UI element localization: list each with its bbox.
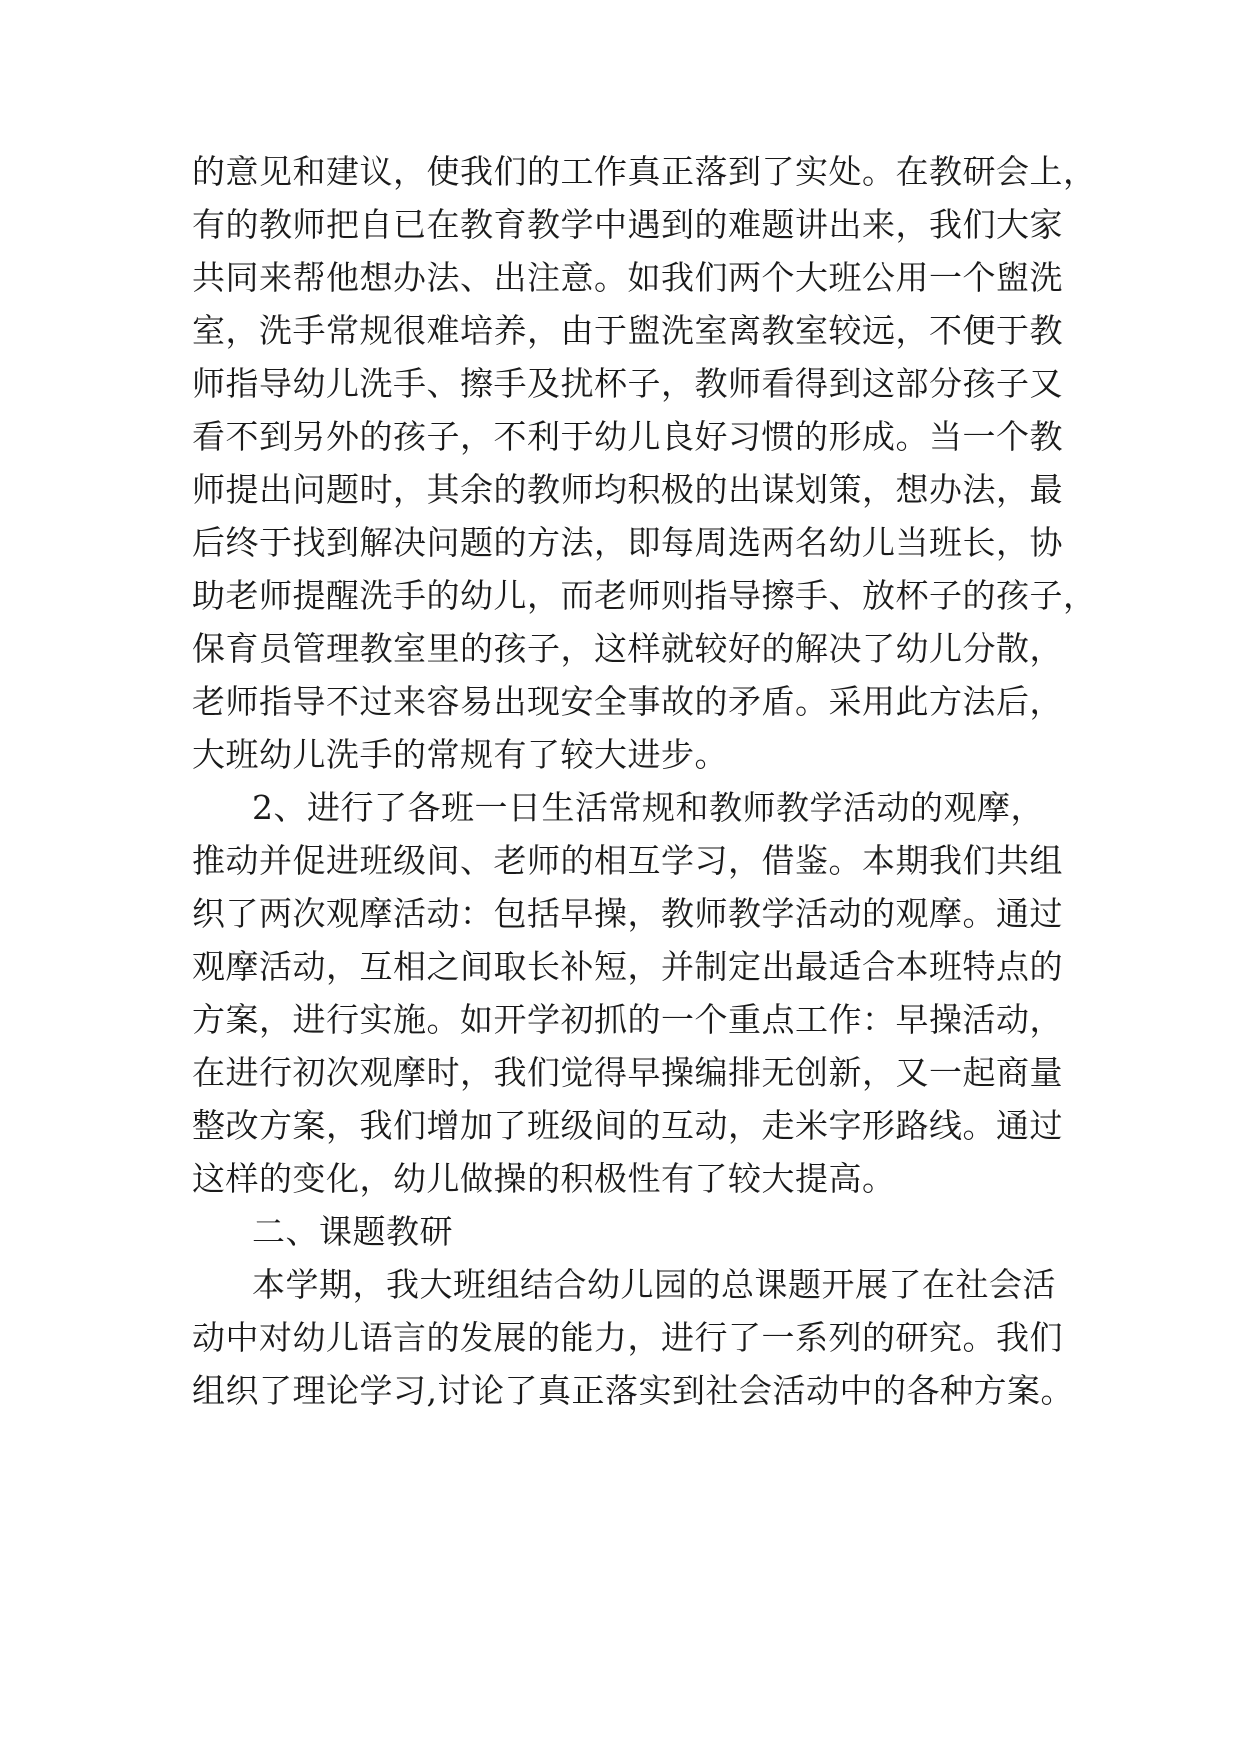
paragraph-start-line: 本学期，我大班组结合幼儿园的总课题开展了在社会活 <box>252 1265 1056 1304</box>
text-line: 老师指导不过来容易出现安全事故的矛盾。采用此方法后， <box>192 682 1063 721</box>
text-line: 保育员管理教室里的孩子，这样就较好的解决了幼儿分散， <box>192 629 1063 668</box>
text-line: 助老师提醒洗手的幼儿，而老师则指导擦手、放杯子的孩子， <box>192 576 1097 615</box>
text-line: 室，洗手常规很难培养，由于盥洗室离教室较远，不便于教 <box>192 311 1063 350</box>
text-line: 方案，进行实施。如开学初抓的一个重点工作：早操活动， <box>192 1000 1063 1039</box>
text-line: 师指导幼儿洗手、擦手及扰杯子，教师看得到这部分孩子又 <box>192 364 1063 403</box>
text-line: 共同来帮他想办法、出注意。如我们两个大班公用一个盥洗 <box>192 258 1063 297</box>
text-line: 整改方案，我们增加了班级间的互动，走米字形路线。通过 <box>192 1106 1063 1145</box>
text-line: 观摩活动，互相之间取长补短，并制定出最适合本班特点的 <box>192 947 1063 986</box>
text-line: 大班幼儿洗手的常规有了较大进步。 <box>192 735 728 774</box>
text-line: 看不到另外的孩子，不利于幼儿良好习惯的形成。当一个教 <box>192 417 1063 456</box>
section-heading: 二、课题教研 <box>252 1212 453 1251</box>
text-line: 组织了理论学习,讨论了真正落实到社会活动中的各种方案。 <box>192 1371 1074 1410</box>
text-line: 推动并促进班级间、老师的相互学习，借鉴。本期我们共组 <box>192 841 1063 880</box>
text-line: 有的教师把自已在教育教学中遇到的难题讲出来，我们大家 <box>192 205 1063 244</box>
text-line: 后终于找到解决问题的方法，即每周选两名幼儿当班长，协 <box>192 523 1063 562</box>
text-line: 的意见和建议，使我们的工作真正落到了实处。在教研会上， <box>192 152 1097 191</box>
text-line: 织了两次观摩活动：包括早操，教师教学活动的观摩。通过 <box>192 894 1063 933</box>
text-line: 这样的变化，幼儿做操的积极性有了较大提高。 <box>192 1159 896 1198</box>
text-line: 动中对幼儿语言的发展的能力，进行了一系列的研究。我们 <box>192 1318 1063 1357</box>
text-line: 师提出问题时，其余的教师均积极的出谋划策，想办法，最 <box>192 470 1063 509</box>
paragraph-start-line: 2、进行了各班一日生活常规和教师教学活动的观摩， <box>252 788 1044 827</box>
text-line: 在进行初次观摩时，我们觉得早操编排无创新，又一起商量 <box>192 1053 1063 1092</box>
